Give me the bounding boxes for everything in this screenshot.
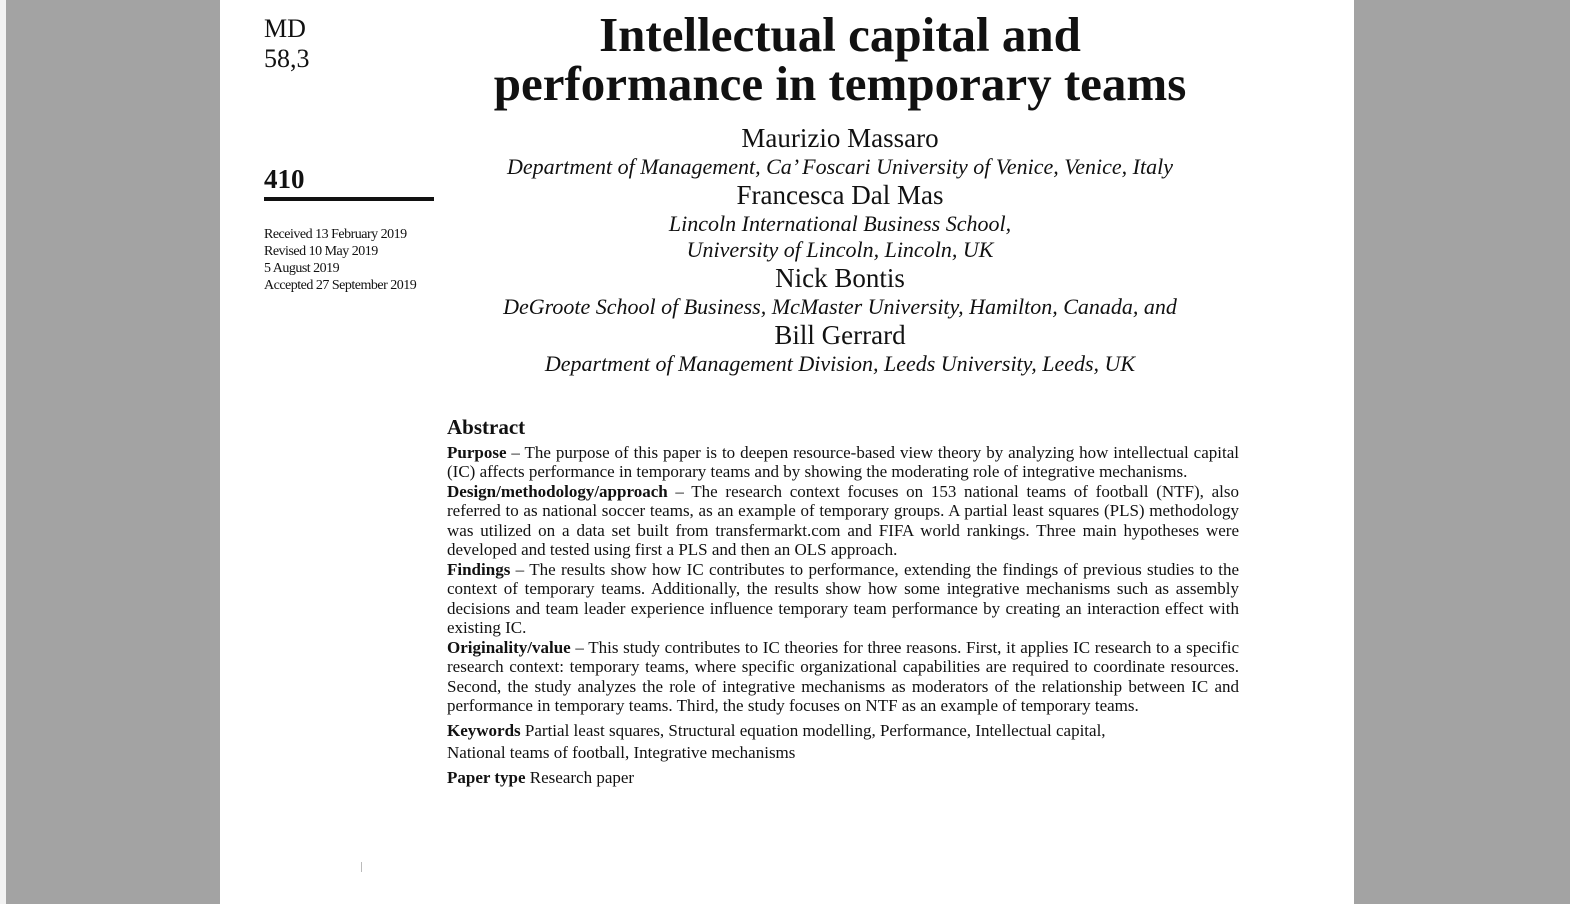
author-affiliation: Department of Management, Ca’ Foscari University of Venice, Venice, Italy xyxy=(507,154,1173,179)
keywords-text: Partial least squares, Structural equation modelling, Performance, Intellectual capital, xyxy=(520,720,1106,740)
originality-text: – This study contributes to IC theories for three reasons. First, it applies IC research to a specific research context: temporary teams, where specific organizational capabilities are required to coordinate resources. Second, the study analyzes the role of integrative mechanisms as moderators of the relationship between IC and performance in temporary teams. Third, the study focuses on NTF as an example of temporary teams. xyxy=(447,637,1239,715)
title-line-2: performance in temporary teams xyxy=(493,56,1187,111)
date-revised: Revised 10 May 2019 xyxy=(264,244,378,259)
design-label: Design/methodology/approach xyxy=(447,481,668,501)
abstract-purpose xyxy=(447,443,1239,482)
keywords-label: Keywords xyxy=(447,720,521,740)
author-name: Maurizio Massaro xyxy=(741,123,939,153)
author-block xyxy=(420,123,1260,377)
abstract-originality xyxy=(447,638,1239,716)
author-affiliation: Lincoln International Business School, xyxy=(668,211,1012,236)
author-affiliation: Department of Management Division, Leeds University, Leeds, UK xyxy=(544,351,1136,376)
journal-info xyxy=(264,14,310,74)
author-name: Nick Bontis xyxy=(775,263,905,293)
margin-rule xyxy=(264,197,434,201)
date-accepted: Accepted 27 September 2019 xyxy=(264,278,417,293)
date-revised-2: 5 August 2019 xyxy=(264,261,340,276)
keywords-line-1 xyxy=(447,720,1239,742)
paper-type-label: Paper type xyxy=(447,767,526,787)
abstract-findings xyxy=(447,560,1239,638)
findings-text: – The results show how IC contributes to performance, extending the findings of previous studies to the context of temporary teams. Additionally, the results show how some integrative mechanisms such as assembly decisions and team leader experience influence temporary team performance by creating an interaction effect with existing IC. xyxy=(447,559,1239,637)
pdf-page xyxy=(220,0,1354,904)
author-name: Bill Gerrard xyxy=(774,320,906,350)
viewer-left-edge xyxy=(0,0,6,904)
keywords xyxy=(447,720,1239,764)
purpose-text: – The purpose of this paper is to deepen resource-based view theory by analyzing how intellectual capital (IC) affects performance in temporary teams and by showing the moderating role of integrative mechanisms. xyxy=(447,442,1239,481)
page-number: 410 xyxy=(264,164,305,194)
paper-type-value: Research paper xyxy=(525,767,635,787)
crop-mark xyxy=(361,862,362,872)
design-text: – The research context focuses on 153 national teams of football (NTF), also referred to as national soccer teams, as an example of temporary groups. A partial least squares (PLS) methodology was utilized on a data set built from transfermarkt.com and FIFA world rankings. Three main hypotheses were developed and tested using first a PLS and then an OLS approach. xyxy=(447,481,1239,559)
journal-name: MD xyxy=(264,14,306,43)
findings-label: Findings xyxy=(447,559,511,579)
author-name: Francesca Dal Mas xyxy=(736,180,944,210)
author-affiliation: University of Lincoln, Lincoln, UK xyxy=(686,237,994,262)
abstract-section xyxy=(447,415,1239,790)
abstract-design xyxy=(447,482,1239,560)
purpose-label: Purpose xyxy=(447,442,507,462)
originality-label: Originality/value xyxy=(447,637,571,657)
title-line-1: Intellectual capital and xyxy=(599,7,1081,62)
abstract-heading: Abstract xyxy=(447,415,526,439)
journal-issue: 58,3 xyxy=(264,44,310,73)
keywords-line-2: National teams of football, Integrative mechanisms xyxy=(447,742,796,762)
author-affiliation: DeGroote School of Business, McMaster University, Hamilton, Canada, and xyxy=(503,294,1177,319)
paper-type xyxy=(447,766,1239,790)
paper-title xyxy=(420,7,1260,111)
date-received: Received 13 February 2019 xyxy=(264,227,407,242)
